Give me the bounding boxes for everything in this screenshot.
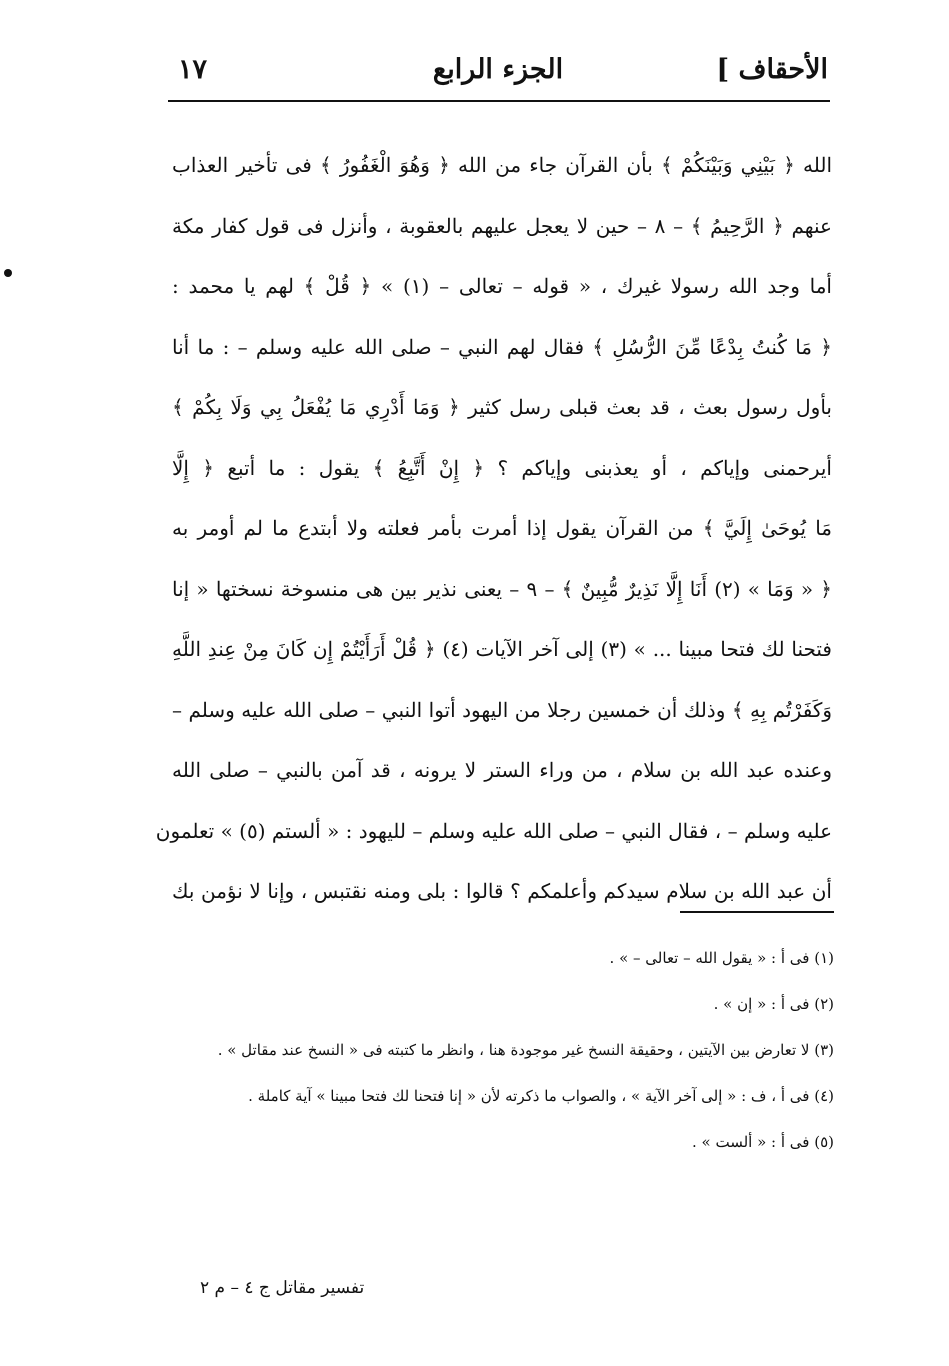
text-line: مَا يُوحَىٰ إِلَيَّ ﴾ من القرآن يقول إذا أمرت بأمر فعلته ولا أبتدع ما لم أومر به	[172, 516, 832, 540]
main-text	[155, 140, 833, 927]
page-number: ١٧	[178, 54, 208, 85]
header-divider	[168, 100, 830, 102]
text-line: ﴿ « وَمَا » (٢) أَنَا إِلَّا نَذِيرٌ مُّبِينٌ ﴾ – ٩ – يعنى نذير بين هى منسوخة نسختها « إنا	[172, 576, 832, 601]
text-line: بأول رسول بعث ، قد بعث قبلى رسل كثير ﴿ وَمَا أَدْرِي مَا يُفْعَلُ بِي وَلَا بِكُمْ ﴾	[172, 395, 833, 419]
footnote: (٢) فى أ : « إن » .	[713, 995, 834, 1013]
text-line: أما وجد الله رسولا غيرك ، « قوله – تعالى – (١) » ﴿ قُلْ ﴾ لهم يا محمد :	[172, 274, 832, 298]
text-line: أيرحمنى وإياكم ، أو يعذبنى وإياكم ؟ ﴿ إِنْ أَتَّبِعُ ﴾ يقول : ما أتبع ﴿ إِلَّا	[172, 455, 832, 480]
footnote: (٤) فى أ ، ف : « إلى آخر الآية » ، والصواب ما ذكرته لأن « إنا فتحنا لك فتحا مبينا » آية كاملة .	[248, 1087, 834, 1105]
text-line: وَكَفَرْتُم بِهِ ﴾ وذلك أن خمسين رجلا من اليهود أتوا النبي – صلى الله عليه وسلم –	[172, 697, 832, 722]
text-line: فتحنا لك فتحا مبينا ... » (٣) إلى آخر الآيات (٤) ﴿ قُلْ أَرَأَيْتُمْ إِن كَانَ مِنْ عِندِ اللَّهِ	[172, 637, 832, 661]
page-footer: تفسير مقاتل ج ٤ – م ٢	[200, 1278, 365, 1298]
text-line: عليه وسلم – ، فقال النبي – صلى الله عليه وسلم – لليهود : « ألستم (٥) » تعلمون	[155, 818, 832, 843]
footnote: (٥) فى أ : « ألست » .	[691, 1133, 834, 1151]
text-line: أن عبد الله بن سلام سيدكم وأعلمكم ؟ قالوا : بلى ومنه نقتبس ، وإنا لا نؤمن بك	[172, 879, 832, 903]
text-line: ﴿ مَا كُنتُ بِدْعًا مِّنَ الرُّسُلِ ﴾ فقال لهم النبي – صلى الله عليه وسلم – : ما أنا	[172, 334, 832, 359]
footnote-divider	[680, 911, 834, 913]
text-line: الله ﴿ بَيْنِي وَبَيْنَكُمْ ﴾ بأن القرآن جاء من الله ﴿ وَهُوَ الْغَفُورُ ﴾ فى تأخير العذاب	[172, 153, 832, 177]
footnote: (١) فى أ : « يقول الله – تعالى – » .	[609, 949, 834, 967]
page-header	[168, 48, 828, 98]
footnote: (٣) لا تعارض بين الآيتين ، وحقيقة النسخ غير موجودة هنا ، وانظر ما كتبته فى « النسخ عند مقاتل » .	[217, 1041, 834, 1059]
text-line: وعنده عبد الله بن سلام ، من وراء الستر لا يرونه ، قد آمن بالنبي – صلى الله	[172, 758, 832, 782]
part-label: الجزء الرابع	[432, 54, 564, 85]
footnotes	[172, 935, 834, 1165]
surah-name: الأحقاف ]	[716, 54, 828, 85]
margin-dot	[4, 269, 12, 277]
text-line: عنهم ﴿ الرَّحِيمُ ﴾ – ٨ – حين لا يعجل عليهم بالعقوبة ، وأنزل فى قول كفار مكة	[172, 213, 832, 238]
